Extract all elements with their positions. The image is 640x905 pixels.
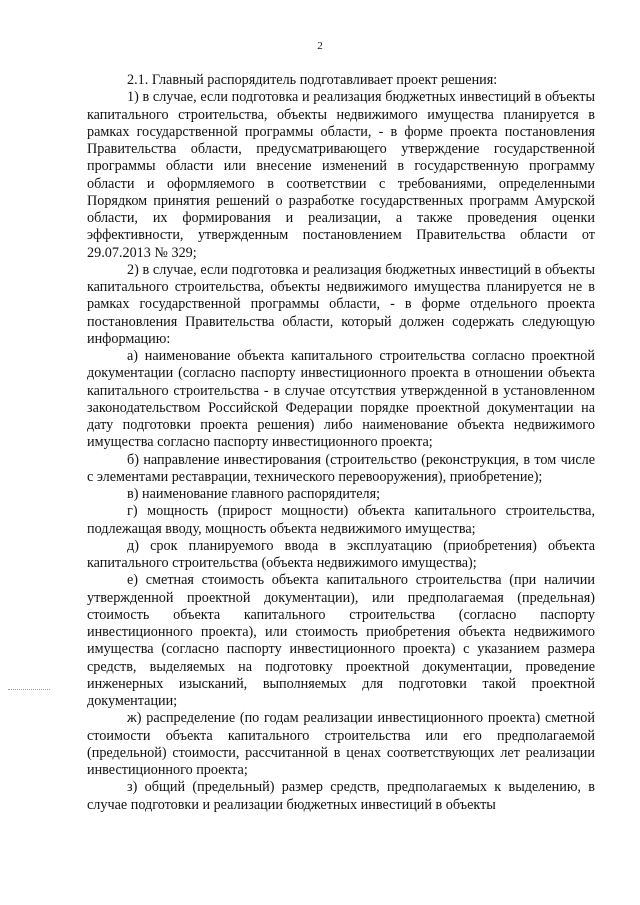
paragraph-item-2: 2) в случае, если подготовка и реализация бюджетных инвестиций в объекты капитального строительства, объекты недвижимого имущества планируется не в рамках государственной программы области, - в форме отдельного проекта постановления Правительства области, который должен содержать следующую информацию:: [87, 261, 595, 347]
paragraph-subitem-e: е) сметная стоимость объекта капитального строительства (при наличии утвержденной проектной документации), или предполагаемая (предельная) стоимость объекта капитального строительства (согласно паспорту инвестиционного проекта), или стоимость приобретения объекта недвижимого имущества (согласно паспорту инвестиционного проекта) с указанием размера средств, выделяемых на подготовку проектной документации, проведение инженерных изысканий, выполняемых для подготовки такой проектной документации;: [87, 572, 595, 709]
paragraph-2-1-intro: 2.1. Главный распорядитель подготавливает проект решения:: [127, 72, 498, 88]
paragraph-subitem-v: в) наименование главного распорядителя;: [127, 486, 381, 502]
paragraph-subitem-g: г) мощность (прирост мощности) объекта капитального строительства, подлежащая вводу, мощность объекта недвижимого имущества;: [87, 503, 595, 537]
paragraph-subitem-a: а) наименование объекта капитального строительства согласно проектной документации (согласно паспорту инвестиционного проекта в отношении объекта капитального строительства - в случае отсутствия утвержденной в установленном законодательством Российской Федерации порядке проектной документации на дату подготовки проекта решения) либо наименование объекта недвижимого имущества согласно паспорту инвестиционного проекта;: [87, 348, 595, 451]
paragraph-subitem-b: б) направление инвестирования (строительство (реконструкция, в том числе с элементами реставрации, технического перевооружения), приобретение);: [87, 451, 595, 485]
paragraph-subitem-zh: ж) распределение (по годам реализации инвестиционного проекта) сметной стоимости объекта капитального строительства или его предполагаемой (предельной) стоимости, рассчитанной в ценах соответствующих лет реализации инвестиционного проекта;: [87, 710, 595, 778]
paragraph-subitem-z: з) общий (предельный) размер средств, предполагаемых к выделению, в случае подготовки и реализации бюджетных инвестиций в объекты: [87, 779, 595, 813]
scan-artifact-mark: [8, 689, 50, 690]
page-number: 2: [317, 40, 323, 52]
paragraph-item-1: 1) в случае, если подготовка и реализация бюджетных инвестиций в объекты капитального строительства, объекты недвижимого имущества планируется в рамках государственной программы области, - в форме проекта постановления Правительства области, предусматривающего утверждение государственной программы области или внесение изменений в государственную программу области и оформляемого в соответствии с требованиями, определенными Порядком принятия решений о разработке государственных программ Амурской области, их формирования и реализации, а также проведения оценки эффективности, утвержденным постановлением Правительства области от 29.07.2013 № 329;: [87, 89, 595, 261]
paragraph-subitem-d: д) срок планируемого ввода в эксплуатацию (приобретения) объекта капитального строительства (объекта недвижимого имущества);: [87, 537, 595, 571]
document-body: [87, 72, 595, 814]
